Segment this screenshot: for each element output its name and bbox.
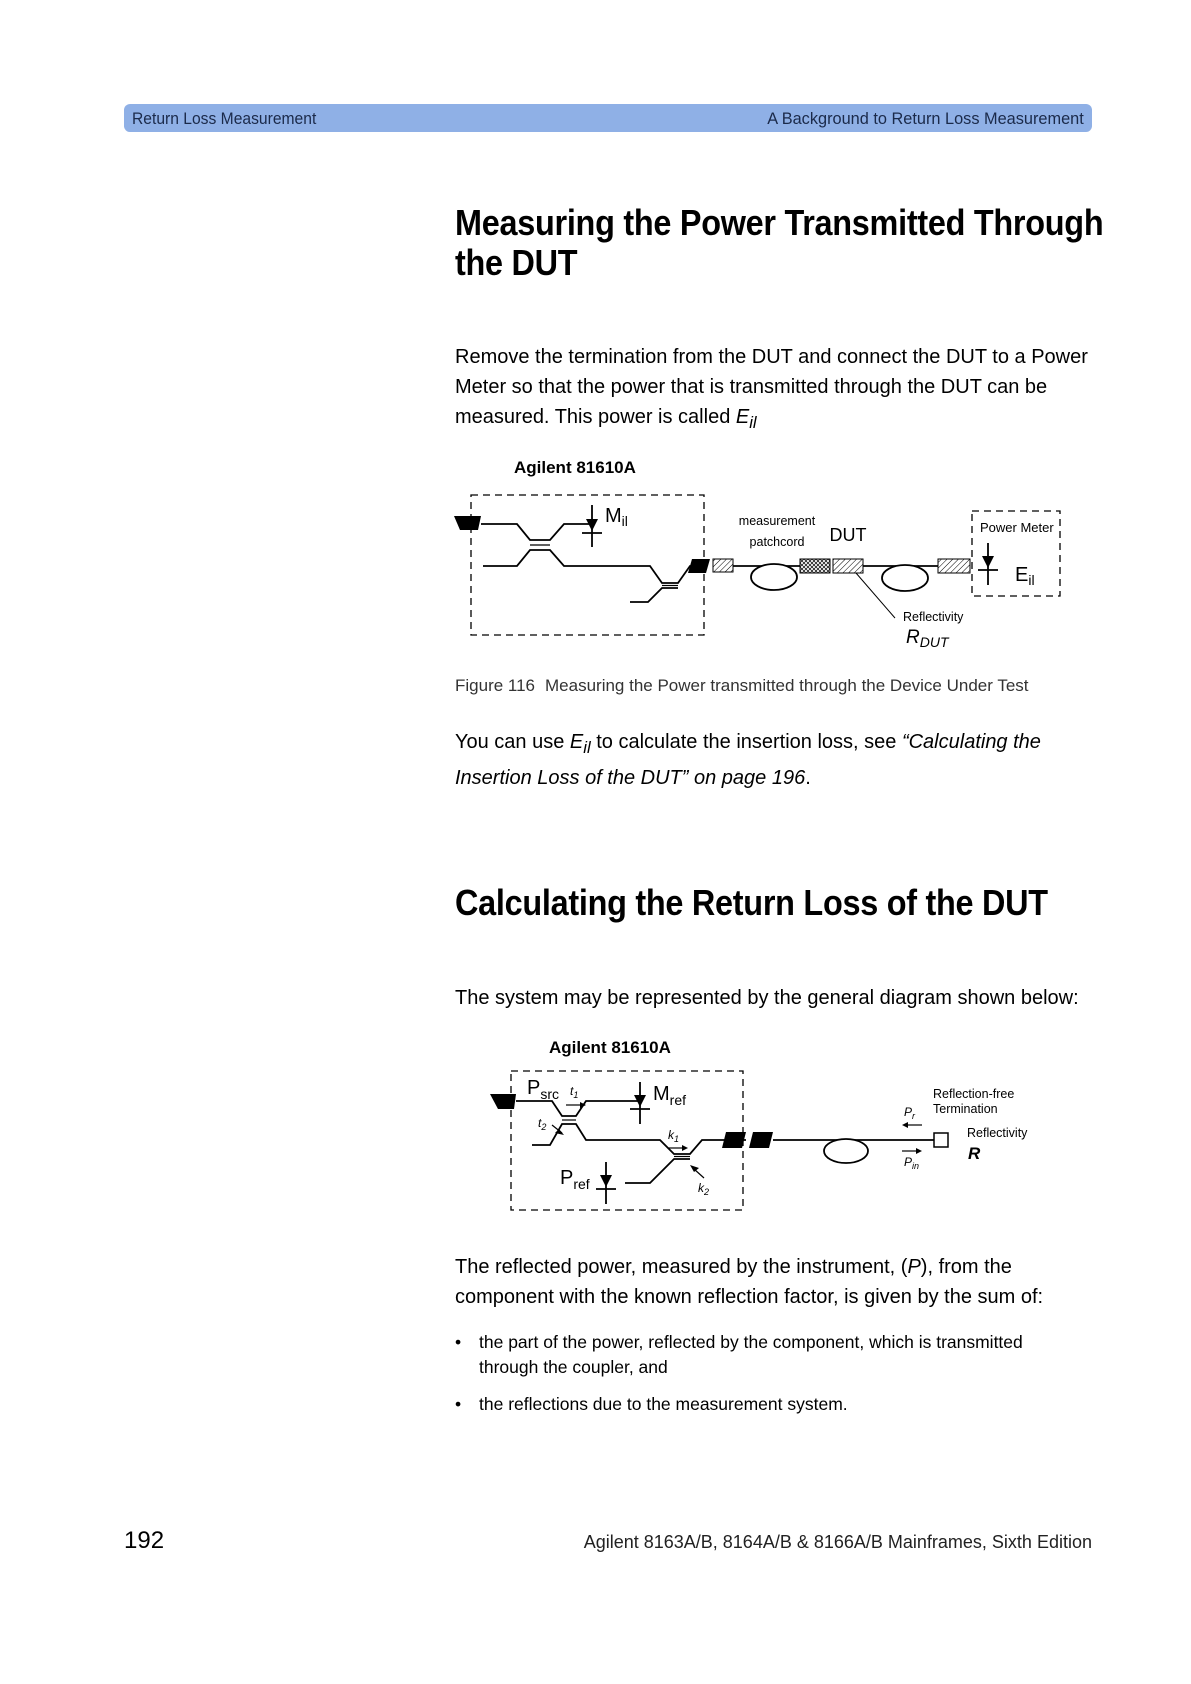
header-chapter: Return Loss Measurement: [132, 109, 317, 128]
list-item: • the reflections due to the measurement system.: [455, 1392, 1075, 1417]
power-transmitted-paragraph: Remove the termination from the DUT and connect the DUT to a Power Meter so that the power that is transmitted through the DUT can be measured. This power is called $E_{il}$: [455, 346, 1088, 432]
coupler-lines-2: [516, 1101, 746, 1183]
header-section: A Background to Return Loss Measurement: [767, 109, 1084, 128]
reflectivity-label-2: Reflectivity: [967, 1126, 1028, 1140]
pref-photodiode: [596, 1162, 616, 1204]
mil-label: $M_{il}$: [605, 505, 628, 529]
bullet-list: [455, 1330, 1075, 1429]
monitor-photodiode: [582, 505, 602, 547]
mref-photodiode: [630, 1082, 650, 1124]
title-line-2: the DUT: [455, 242, 578, 283]
title-line-1: Measuring the Power Transmitted Through: [455, 202, 1104, 243]
pin-arrow: [902, 1148, 922, 1154]
patchcord-loop: [751, 564, 797, 590]
termination-line-1: Reflection-free: [933, 1087, 1015, 1101]
pr-arrow: [902, 1122, 922, 1128]
section-2-paragraph-2: [455, 1252, 1095, 1312]
caption-text: Measuring the Power transmitted through the Device Under Test: [545, 676, 1029, 695]
return-loss-system-diagram: [480, 1030, 1040, 1225]
fiber-loop-2: [824, 1139, 868, 1163]
measurement-label: measurement: [738, 514, 816, 528]
r-label: R: [968, 1144, 981, 1163]
dut-loop: [882, 565, 928, 591]
general-diagram-intro: The system may be represented by the general diagram shown below:: [455, 987, 1079, 1009]
k2-arrow: [690, 1165, 704, 1178]
section-1-heading: [455, 203, 1105, 283]
eil-label: $E_{il}$: [1015, 564, 1035, 588]
figure-116-caption: [455, 676, 1105, 696]
reflectivity-label: Reflectivity: [903, 610, 964, 624]
rdut-label: $R_{DUT}$: [906, 627, 949, 650]
mref-label: $M_{ref}$: [653, 1083, 687, 1108]
dut-connector-2: [938, 559, 970, 573]
k1-label: $k_1$: [668, 1128, 680, 1144]
caption-number: Figure 116: [455, 676, 536, 695]
pref-label: $P_{ref}$: [560, 1167, 590, 1192]
section-2-title: Calculating the Return Loss of the DUT: [455, 882, 1048, 923]
section-1-paragraph-2: [455, 727, 1075, 793]
source-connector: [454, 516, 481, 530]
dut-label: DUT: [829, 525, 867, 545]
instrument-label: Agilent 81610A: [514, 458, 636, 477]
pin-label: $P_{in}$: [904, 1155, 920, 1171]
t2-arrow: [552, 1125, 564, 1135]
pr-label: $P_r$: [904, 1105, 916, 1121]
figure-116-diagram: [440, 455, 1080, 660]
section-2-paragraph: [455, 983, 1105, 1013]
section-1-title: [455, 202, 1104, 283]
k2-label: $k_2$: [698, 1181, 710, 1197]
insertion-loss-link[interactable]: “Calculating the Insertion Loss of the DUT” on page 196: [455, 731, 1041, 789]
dut-connector-1: [833, 559, 863, 573]
source-connector-2: [490, 1094, 516, 1109]
instrument-box: [471, 495, 704, 635]
t1-label: $t_1$: [570, 1084, 579, 1100]
coupler-lines: [481, 524, 696, 602]
power-meter-photodiode: [978, 543, 998, 585]
output-connector-2a: [722, 1132, 746, 1148]
insertion-loss-paragraph: You can use $E_{il}$ to calculate the insertion loss, see “Calculating the Insertion Loss of the DUT” on page 196.: [455, 731, 1041, 789]
patchcord-connector-1: [713, 559, 733, 572]
reflector: [934, 1133, 948, 1147]
output-connector: [688, 559, 710, 573]
running-header: [124, 104, 1092, 132]
section-2-heading: [455, 883, 1105, 923]
patchcord-connector-2: [800, 559, 830, 573]
patchcord-label: patchcord: [749, 535, 805, 549]
psrc-label: $P_{src}$: [527, 1077, 560, 1102]
termination-line-2: Termination: [933, 1102, 998, 1116]
reflected-power-paragraph: The reflected power, measured by the instrument, (P), from the component with the known reflection factor, is given by the sum of:: [455, 1256, 1044, 1308]
output-connector-2b: [749, 1132, 773, 1148]
t2-label: $t_2$: [538, 1116, 547, 1132]
section-1-paragraph: [455, 342, 1095, 438]
page-number: 192: [124, 1527, 165, 1554]
footer-title: Agilent 8163A/B, 8164A/B & 8166A/B Mainframes, Sixth Edition: [583, 1532, 1092, 1552]
list-item: • the part of the power, reflected by the component, which is transmitted through the coupler, and: [455, 1330, 1075, 1380]
instrument-label-2: Agilent 81610A: [549, 1038, 671, 1057]
power-meter-label: Power Meter: [980, 520, 1054, 535]
